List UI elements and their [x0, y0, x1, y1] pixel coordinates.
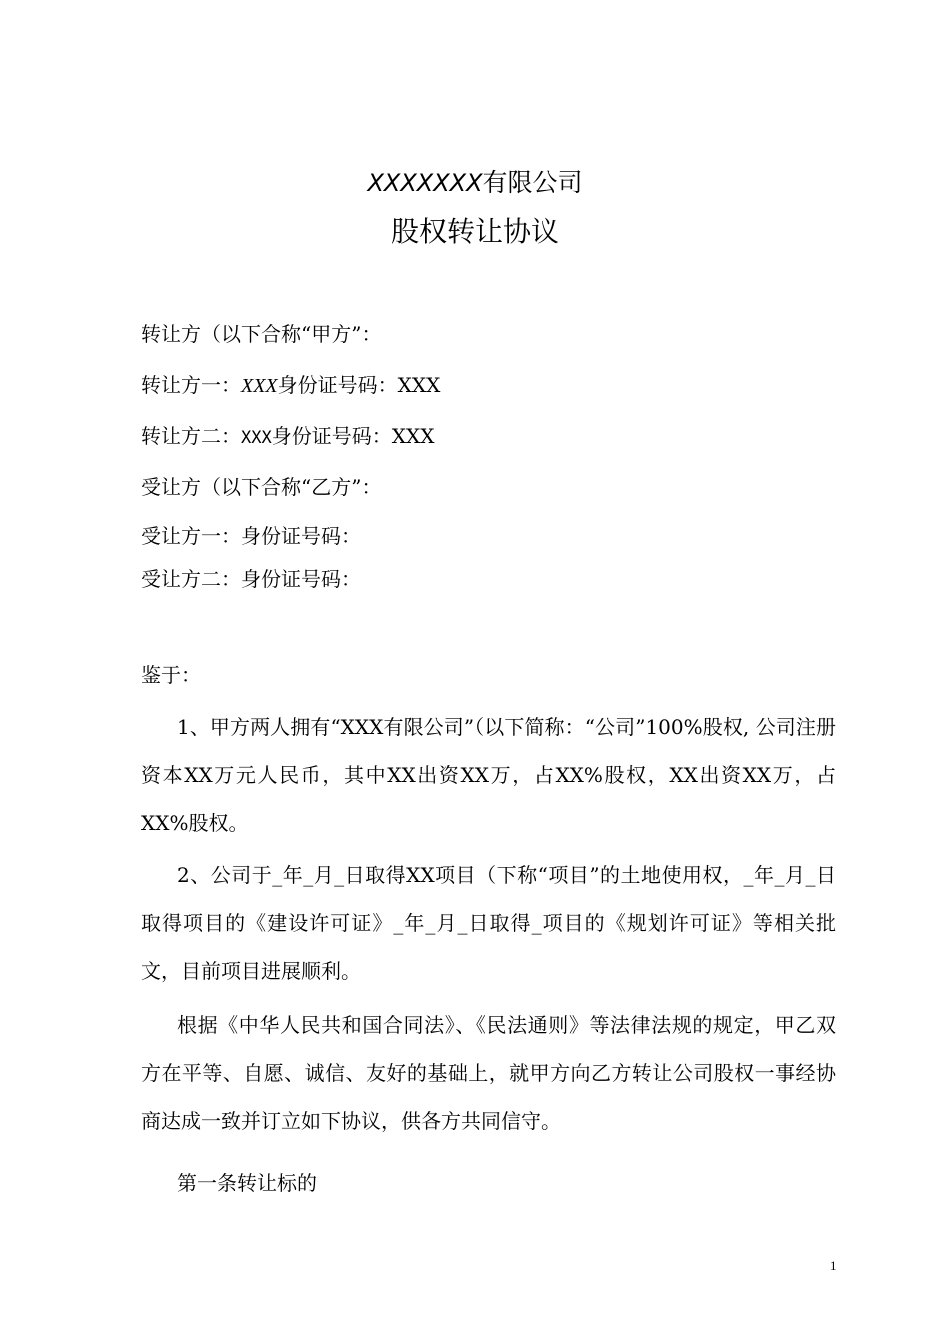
recital-item-2: 2、公司于_年_月_日取得XX项目（下称“项目”的土地使用权，_年_月_日取得项目的《建设许可证》_年_月_日取得_项目的《规划许可证》等相关批文，目前项目进展顺利。: [141, 863, 836, 983]
company-name-suffix: 有限公司: [482, 168, 583, 197]
transferor-2-id-value: XXX: [391, 424, 435, 448]
transferee-header: 受让方（以下合称“乙方”：: [141, 475, 382, 499]
transferor-2-id-label: 身份证号码：: [271, 424, 392, 448]
transferor-1-label: 转让方一：: [141, 373, 241, 397]
transferor-1-id-value: XXX: [397, 373, 441, 397]
document-title: 股权转让协议: [390, 215, 559, 248]
recital-item-1: 1、甲方两人拥有“XXX有限公司”（以下简称：“公司”100%股权, 公司注册资本XX万元人民币，其中XX出资XX万，占XX%股权，XX出资XX万，占XX%股权。: [141, 715, 836, 835]
agreement-basis: 根据《中华人民共和国合同法》、《民法通则》等法律法规的规定，甲乙双方在平等、自愿、诚信、友好的基础上，就甲方向乙方转让公司股权一事经协商达成一致并订立如下协议，供各方共同信守。: [141, 1013, 836, 1133]
transferor-header: 转让方（以下合称“甲方”：: [141, 322, 382, 346]
company-title: [0, 166, 950, 200]
transferor-1-name: XXX: [241, 375, 278, 397]
transferor-2-label: 转让方二：: [141, 424, 241, 448]
company-name-latin: XXXXXXX: [367, 169, 483, 197]
recitals-heading: 鉴于：: [141, 663, 201, 687]
page-number: 1: [830, 1258, 837, 1273]
article-1-heading: 第一条转让标的: [177, 1171, 317, 1195]
transferor-2-name: XXX: [241, 428, 272, 448]
transferee-2-line: 受让方二：身份证号码：: [141, 567, 361, 591]
transferor-1-id-label: 身份证号码：: [277, 373, 398, 397]
transferor-2-line: [141, 421, 841, 453]
transferor-1-line: [141, 370, 841, 401]
transferee-1-line: 受让方一：身份证号码：: [141, 524, 361, 548]
